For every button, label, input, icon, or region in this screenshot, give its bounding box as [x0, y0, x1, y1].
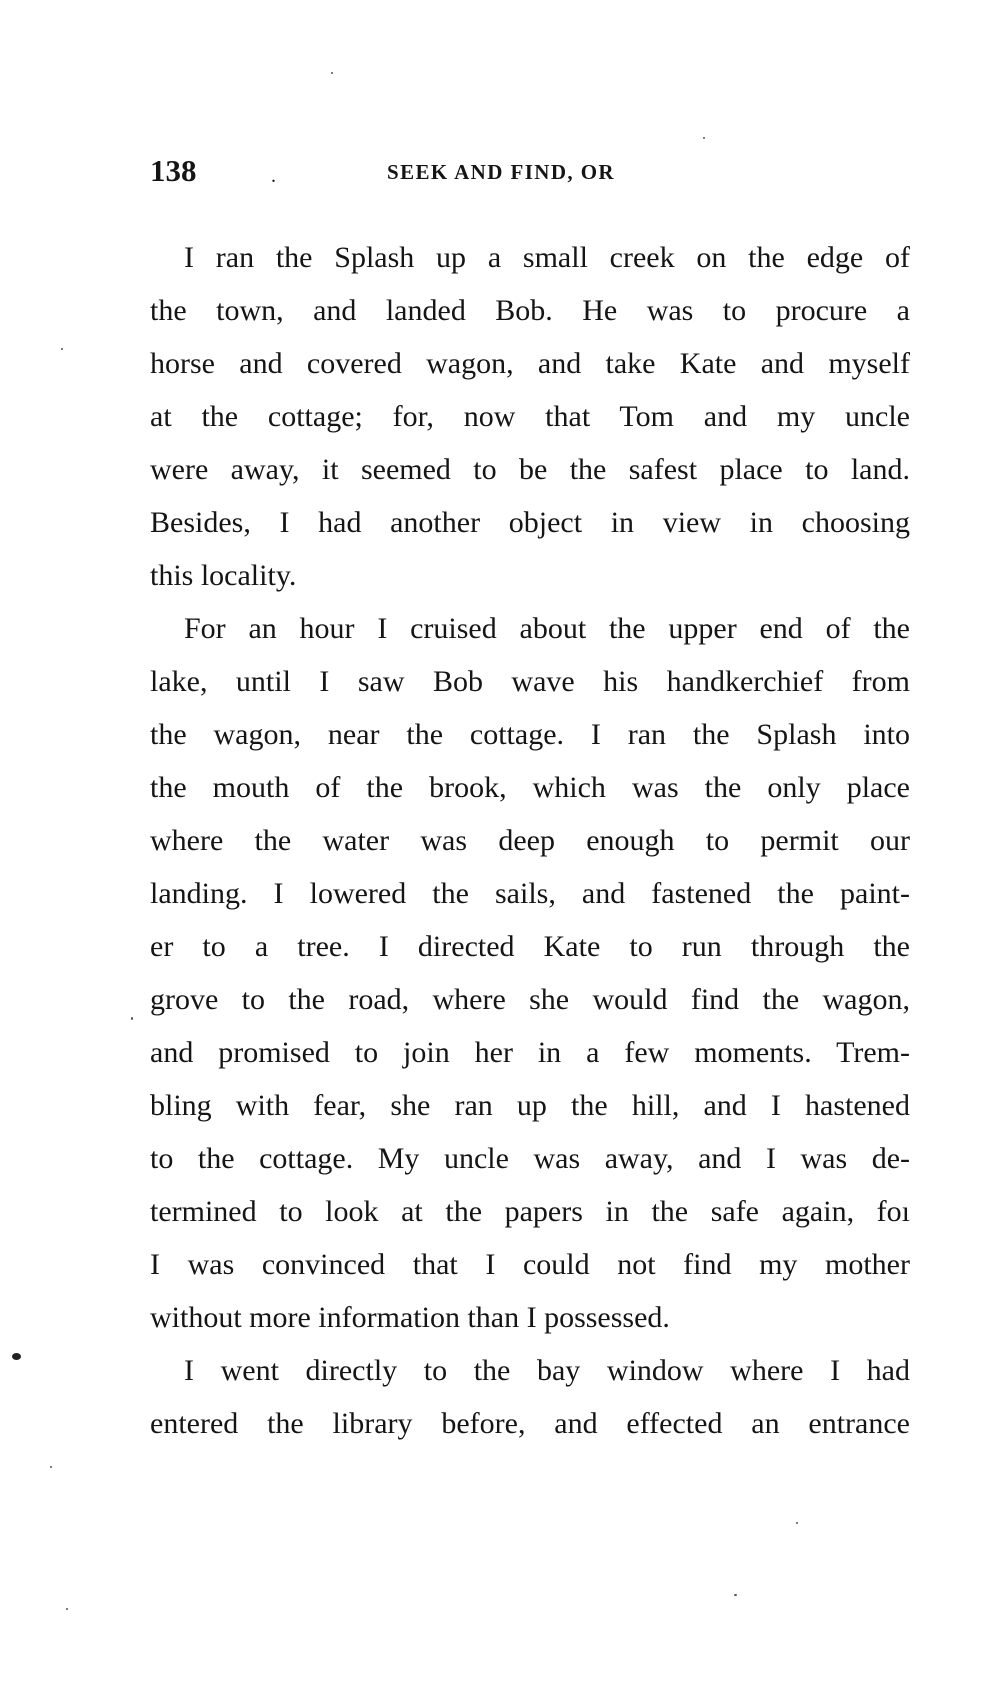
text-line: the wagon, near the cottage. I ran the Splash into: [150, 718, 910, 751]
scan-speck: [12, 1353, 21, 1360]
text-line: were away, it seemed to be the safest place to land.: [150, 453, 910, 486]
text-line: the town, and landed Bob. He was to procure a: [150, 294, 910, 327]
text-line: this locality.: [150, 559, 297, 592]
text-line: landing. I lowered the sails, and fastened the paint-: [150, 877, 910, 910]
text-line: I was convinced that I could not find my mother: [150, 1248, 910, 1281]
body-text: [150, 231, 910, 1450]
scan-speck: [131, 1017, 133, 1020]
scan-speck: [331, 72, 333, 74]
text-line: where the water was deep enough to permit our: [150, 824, 910, 857]
text-line: the mouth of the brook, which was the only place: [150, 771, 910, 804]
running-head: SEEK AND FIND, OR: [387, 160, 615, 184]
scan-speck: [796, 1522, 798, 1524]
scan-speck: [703, 137, 705, 139]
scan-speck: [734, 1594, 737, 1596]
scan-speck: [61, 348, 63, 350]
text-line: I ran the Splash up a small creek on the edge of: [184, 241, 910, 274]
text-line: entered the library before, and effected an entrance: [150, 1407, 910, 1440]
text-line: bling with fear, she ran up the hill, and I hastened: [150, 1089, 910, 1122]
text-line: horse and covered wagon, and take Kate and myself: [150, 347, 910, 380]
text-line: For an hour I cruised about the upper end of the: [184, 612, 910, 645]
text-line: termined to look at the papers in the safe again, foı: [150, 1195, 910, 1228]
page-number: 138: [150, 153, 197, 188]
text-line: to the cottage. My uncle was away, and I was de-: [150, 1142, 910, 1175]
text-line: I went directly to the bay window where I had: [184, 1354, 910, 1387]
scan-speck: [50, 1466, 52, 1468]
text-line: er to a tree. I directed Kate to run through the: [150, 930, 910, 963]
text-line: without more information than I possessed.: [150, 1301, 670, 1334]
text-line: grove to the road, where she would find the wagon,: [150, 983, 910, 1016]
scan-speck: [66, 1608, 68, 1610]
header-separator: .: [271, 165, 276, 187]
text-line: at the cottage; for, now that Tom and my uncle: [150, 400, 910, 433]
text-line: lake, until I saw Bob wave his handkerchief from: [150, 665, 910, 698]
text-line: and promised to join her in a few moments. Trem-: [150, 1036, 910, 1069]
text-line: Besides, I had another object in view in choosing: [150, 506, 910, 539]
